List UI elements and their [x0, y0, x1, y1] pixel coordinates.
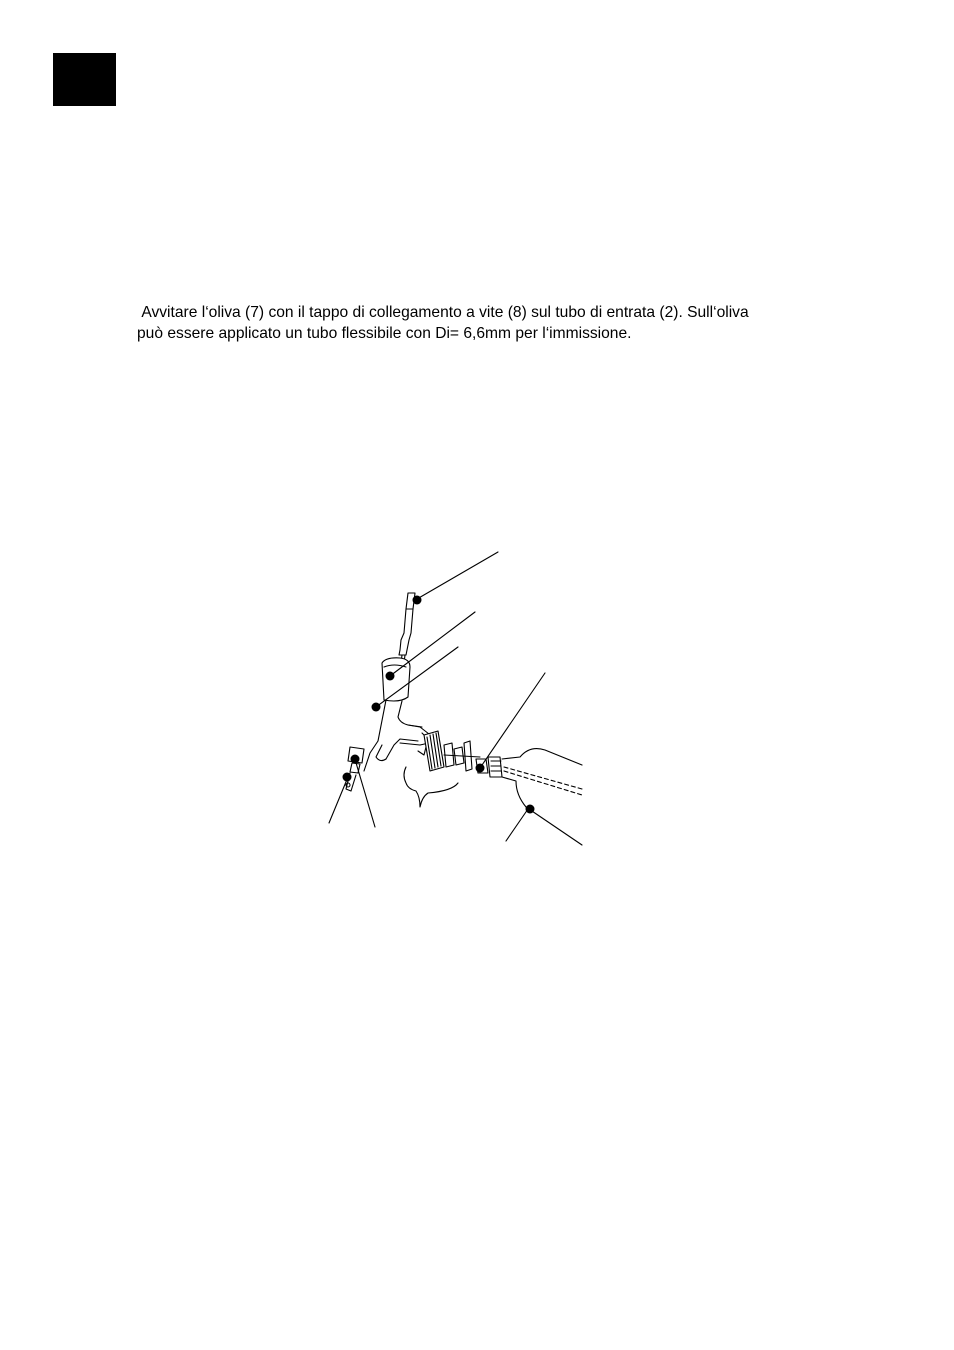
group-bracket [404, 767, 458, 807]
washer-set [444, 741, 480, 771]
assembly-diagram [320, 545, 600, 885]
callout-dot-top-tube [413, 596, 422, 605]
callout-dot-nozzle [343, 773, 352, 782]
knurled-nut [418, 731, 444, 771]
instruction-line-2: può essere applicato un tubo flessibile con Di= 6,6mm per l‘immissione. [137, 325, 632, 342]
leader-lines [329, 552, 545, 841]
lower-fitting [346, 747, 364, 791]
callout-dot-bottle [526, 805, 535, 814]
callout-dot-lower-fitting [351, 755, 360, 764]
bottle-body [502, 749, 582, 845]
instruction-line-1: Avvitare l‘oliva (7) con il tappo di collegamento a vite (8) sul tubo di entrata (2). Sull‘oliva [137, 304, 749, 321]
callout-dot-screw-connector [476, 764, 485, 773]
instruction-paragraph [137, 302, 857, 344]
callout-dot-upper-housing [386, 672, 395, 681]
top-tube [399, 593, 415, 663]
callout-dot-t-body [372, 703, 381, 712]
assembly-diagram-svg [320, 545, 600, 885]
section-marker-block [53, 53, 116, 106]
